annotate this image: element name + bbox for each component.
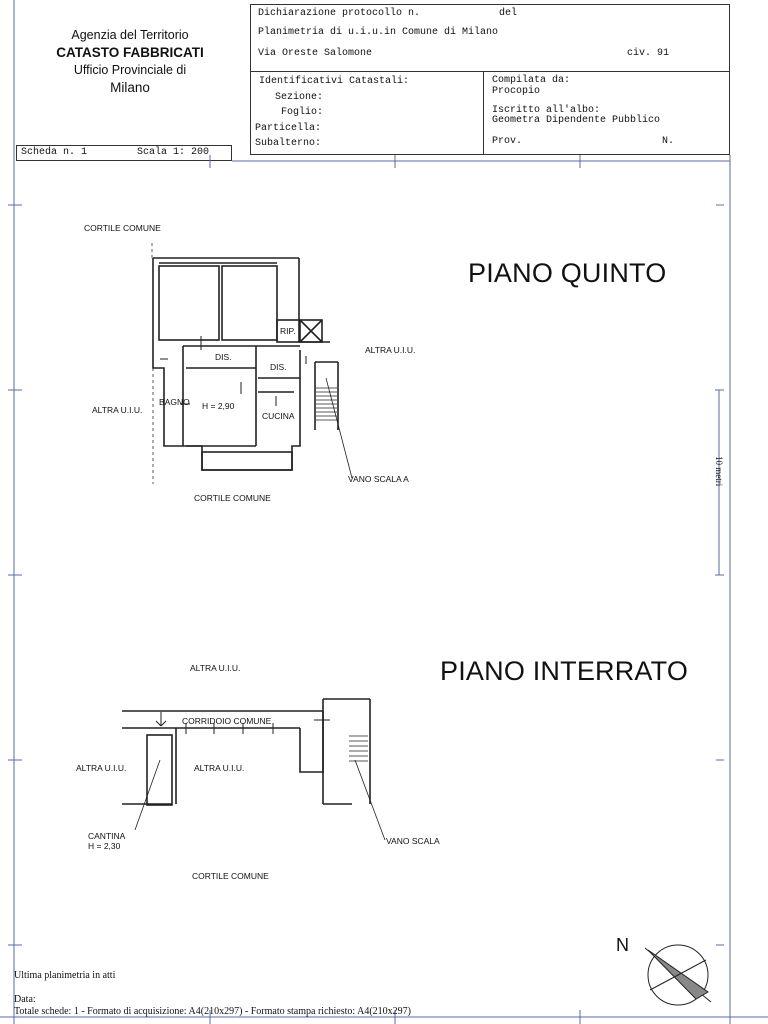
cantina-height: H = 2,30 xyxy=(88,841,121,851)
basement-corridoio: CORRIDOIO COMUNE xyxy=(182,716,272,726)
north-arrow-icon xyxy=(645,945,711,1005)
scale-note: 10 metri xyxy=(714,456,724,487)
sheet-number: Scheda n. 1 xyxy=(21,147,88,158)
basement-plan xyxy=(122,699,370,805)
foglio-label: Foglio: xyxy=(281,107,324,118)
particella-label: Particella: xyxy=(255,123,322,134)
civic-number: civ. 91 xyxy=(627,48,670,59)
compiled-by-label: Compilata da: xyxy=(492,75,571,86)
planimetry-label: Planimetria di u.i.u.in Comune di Milano xyxy=(258,27,499,38)
office-type: Ufficio Provinciale di xyxy=(73,63,187,77)
basement-altra-left: ALTRA U.I.U. xyxy=(76,763,127,773)
sheet-scale: Scala 1: 200 xyxy=(137,147,210,158)
room-height: H = 2,90 xyxy=(202,401,235,411)
floor5-plan xyxy=(153,258,338,470)
basement-cortile: CORTILE COMUNE xyxy=(192,871,269,881)
prov-label: Prov. xyxy=(492,136,523,147)
registered-value: Geometra Dipendente Pubblico xyxy=(492,115,661,126)
office-city: Milano xyxy=(110,80,150,95)
address: Via Oreste Salomone xyxy=(258,48,373,59)
floor5-altra-left: ALTRA U.I.U. xyxy=(92,405,143,415)
declaration-label: Dichiarazione protocollo n. xyxy=(258,8,421,19)
floor5-cortile-top: CORTILE COMUNE xyxy=(84,223,161,233)
subalterno-label: Subalterno: xyxy=(255,138,322,149)
agency-name: Agenzia del Territorio xyxy=(71,28,189,42)
cantina-label: CANTINA xyxy=(88,831,126,841)
footer-data: Data: xyxy=(14,994,36,1005)
north-label: N xyxy=(616,935,629,955)
basement-altra-top: ALTRA U.I.U. xyxy=(190,663,241,673)
compiled-by-name: Procopio xyxy=(492,86,541,97)
floor5-altra-right: ALTRA U.I.U. xyxy=(365,345,416,355)
catasto-title: CATASTO FABBRICATI xyxy=(56,45,204,60)
floor5-vano-scala: VANO SCALA A xyxy=(348,474,409,484)
room-bagno: BAGNO xyxy=(159,397,190,407)
basement-title: PIANO INTERRATO xyxy=(440,656,689,686)
declaration-del: del xyxy=(499,8,518,19)
footer-ultima: Ultima planimetria in atti xyxy=(14,970,116,981)
floor5-cortile-bottom: CORTILE COMUNE xyxy=(194,493,271,503)
identifiers-title: Identificativi Catastali: xyxy=(259,76,410,87)
floor5-stairs xyxy=(316,378,352,478)
basement-altra-mid: ALTRA U.I.U. xyxy=(194,763,245,773)
room-cucina: CUCINA xyxy=(262,411,295,421)
registered-label: Iscritto all'albo: xyxy=(492,105,601,116)
sezione-label: Sezione: xyxy=(275,92,324,103)
footer-totale: Totale schede: 1 - Formato di acquisizione: A4(210x297) - Formato stampa richiesto: A4(210x297) xyxy=(14,1006,411,1017)
floor5-title: PIANO QUINTO xyxy=(468,258,667,288)
room-dis-2: DIS. xyxy=(270,362,287,372)
basement-vano-scala: VANO SCALA xyxy=(386,836,440,846)
n-label: N. xyxy=(662,136,675,147)
room-dis-1: DIS. xyxy=(215,352,232,362)
room-rip: RIP. xyxy=(280,326,296,336)
